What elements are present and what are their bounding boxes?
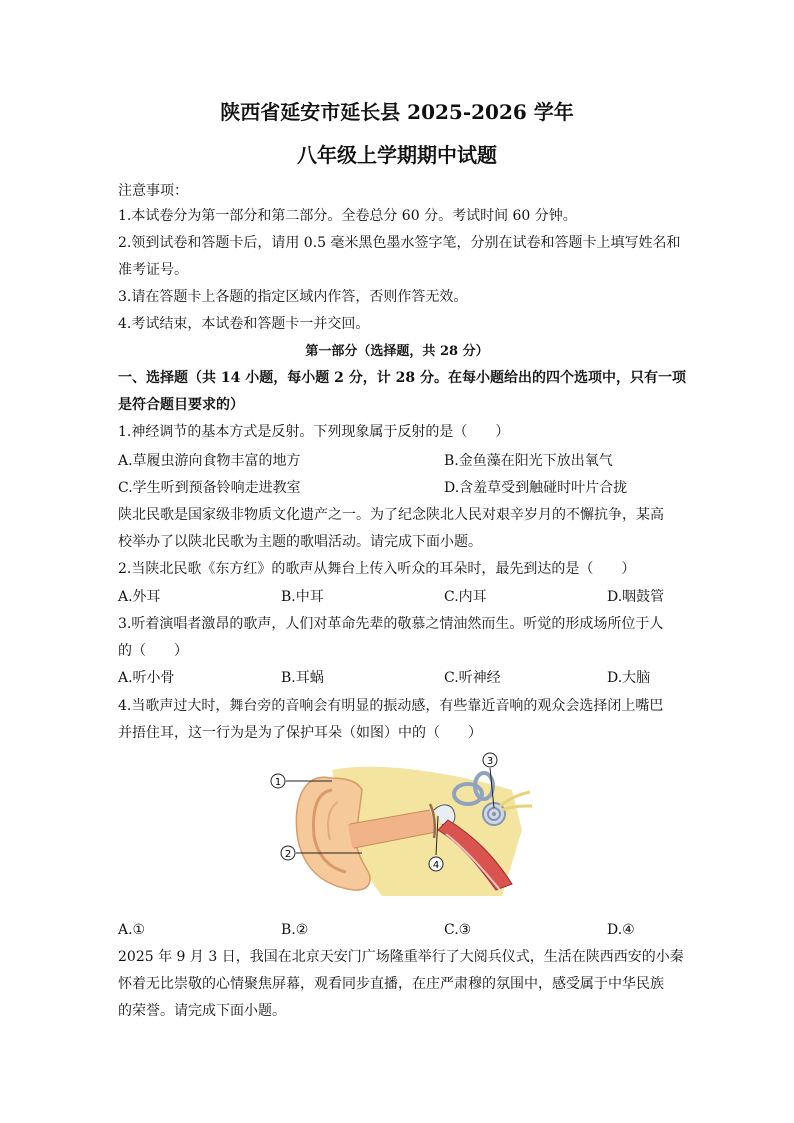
q3-stem-line2: 的（ ） <box>118 643 188 659</box>
q1-option-a: A.草履虫游向食物丰富的地方 <box>118 453 301 469</box>
notice-item-2: 2.领到试卷和答题卡后，请用 0.5 毫米黑色墨水签字笔，分别在试卷和答题卡上填写姓名和 <box>118 235 681 251</box>
q2-stem: 2.当陕北民歌《东方红》的歌声从舞台上传入听众的耳朵时，最先到达的是（ ） <box>118 561 636 577</box>
notice-item-3: 3.请在答题卡上各题的指定区域内作答，否则作答无效。 <box>118 289 468 305</box>
q3-stem-line1: 3.听着演唱者激昂的歌声，人们对革命先辈的敬慕之情油然而生。听觉的形成场所位于人 <box>118 616 664 632</box>
q4-stem-line2: 并捂住耳，这一行为是为了保护耳朵（如图）中的（ ） <box>118 725 482 741</box>
q4-option-d: D.④ <box>607 922 635 938</box>
exam-title-line1: 陕西省延安市延长县 2025-2026 学年 <box>220 100 574 124</box>
svg-text:1: 1 <box>274 777 282 788</box>
q2-option-c: C.内耳 <box>444 589 487 605</box>
q4-option-c: C.③ <box>444 922 472 938</box>
svg-text:4: 4 <box>432 860 440 871</box>
section-instructions-line1: 一、选择题（共 14 小题，每小题 2 分，计 28 分。在每小题给出的四个选项中，只有一项 <box>118 370 686 386</box>
notice-heading: 注意事项： <box>118 183 188 199</box>
part1-heading: 第一部分（选择题，共 28 分） <box>305 344 489 359</box>
material1-line1: 陕北民歌是国家级非物质文化遗产之一。为了纪念陕北人民对艰辛岁月的不懈抗争，某高 <box>118 507 664 523</box>
q1-option-c: C.学生听到预备铃响走进教室 <box>118 480 301 496</box>
notice-item-1: 1.本试卷分为第一部分和第二部分。全卷总分 60 分。考试时间 60 分钟。 <box>118 208 577 224</box>
q2-option-d: D.咽鼓管 <box>607 589 665 605</box>
q3-option-c: C.听神经 <box>444 670 501 686</box>
q1-option-b: B.金鱼藻在阳光下放出氧气 <box>444 453 613 469</box>
material2-line3: 的荣誉。请完成下面小题。 <box>118 1003 286 1019</box>
q3-option-d: D.大脑 <box>607 670 651 686</box>
section-instructions-line2: 是符合题目要求的） <box>118 397 244 413</box>
exam-title-line2: 八年级上学期期中试题 <box>297 143 497 167</box>
q3-option-b: B.耳蜗 <box>281 670 324 686</box>
material2-line2: 怀着无比崇敬的心情聚焦屏幕，观看同步直播，在庄严肃穆的氛围中，感受属于中华民族 <box>118 976 664 992</box>
notice-item-4: 4.考试结束，本试卷和答题卡一并交回。 <box>118 316 370 332</box>
material2-line1: 2025 年 9 月 3 日，我国在北京天安门广场隆重举行了大阅兵仪式，生活在陕西西安的小秦 <box>118 949 684 965</box>
figure-label-4 <box>429 857 443 871</box>
figure-label-3 <box>483 753 497 767</box>
q4-option-b: B.② <box>281 922 309 938</box>
q4-stem-line1: 4.当歌声过大时，舞台旁的音响会有明显的振动感，有些靠近音响的观众会选择闭上嘴巴 <box>118 698 664 714</box>
q1-option-d: D.含羞草受到触碰时叶片合拢 <box>444 480 628 496</box>
q3-option-a: A.听小骨 <box>118 670 175 686</box>
q4-option-a: A.① <box>118 922 146 938</box>
material1-line2: 校举办了以陕北民歌为主题的歌唱活动。请完成下面小题。 <box>118 534 482 550</box>
q2-option-b: B.中耳 <box>281 589 324 605</box>
figure-label-2 <box>281 846 295 860</box>
svg-text:2: 2 <box>284 849 292 860</box>
figure-label-1 <box>271 774 285 788</box>
notice-item-2-cont: 准考证号。 <box>118 262 188 278</box>
q2-option-a: A.外耳 <box>118 589 161 605</box>
ear-structure-figure <box>262 750 534 896</box>
svg-text:3: 3 <box>486 756 494 767</box>
q1-stem: 1.神经调节的基本方式是反射。下列现象属于反射的是（ ） <box>118 424 510 440</box>
